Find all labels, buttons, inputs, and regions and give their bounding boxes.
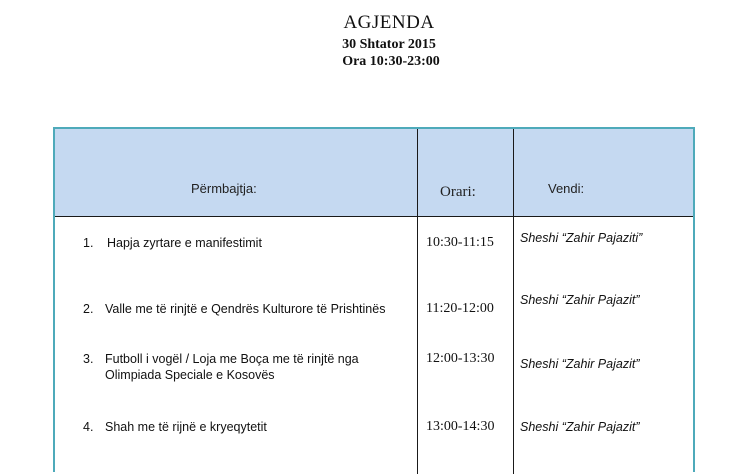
row-activity: Futboll i vogël / Loja me Boça me të rinjtë nga bbox=[105, 352, 359, 366]
row-number: 1. bbox=[83, 236, 94, 250]
column-header-place: Vendi: bbox=[548, 181, 585, 196]
row-place: Sheshi “Zahir Pajazit” bbox=[520, 357, 640, 371]
row-place: Sheshi “Zahir Pajazit” bbox=[520, 420, 640, 434]
row-activity: Shah me të rijnë e kryeqytetit bbox=[105, 420, 267, 434]
row-place: Sheshi “Zahir Pajaziti” bbox=[520, 231, 643, 245]
table-header-row bbox=[55, 129, 693, 217]
row-time: 10:30-11:15 bbox=[426, 235, 494, 250]
row-time: 12:00-13:30 bbox=[426, 351, 495, 366]
agenda-hours: Ora 10:30-23:00 bbox=[342, 54, 440, 69]
row-number: 2. bbox=[83, 302, 94, 316]
row-activity: Hapja zyrtare e manifestimit bbox=[107, 236, 262, 250]
row-activity: Valle me të rinjtë e Qendrës Kulturore të Prishtinës bbox=[105, 302, 386, 316]
column-header-content: Përmbajtja: bbox=[191, 181, 257, 196]
column-divider bbox=[513, 129, 514, 474]
agenda-table bbox=[53, 127, 695, 472]
row-time: 13:00-14:30 bbox=[426, 419, 495, 434]
column-header-time: Orari: bbox=[440, 184, 476, 200]
row-number: 3. bbox=[83, 352, 94, 366]
agenda-date: 30 Shtator 2015 bbox=[342, 37, 436, 52]
agenda-title: AGJENDA bbox=[343, 12, 435, 33]
column-divider bbox=[417, 129, 418, 474]
row-activity-continued: Olimpiada Speciale e Kosovës bbox=[105, 368, 275, 382]
row-place: Sheshi “Zahir Pajazit” bbox=[520, 293, 640, 307]
row-number: 4. bbox=[83, 420, 94, 434]
row-time: 11:20-12:00 bbox=[426, 301, 494, 316]
